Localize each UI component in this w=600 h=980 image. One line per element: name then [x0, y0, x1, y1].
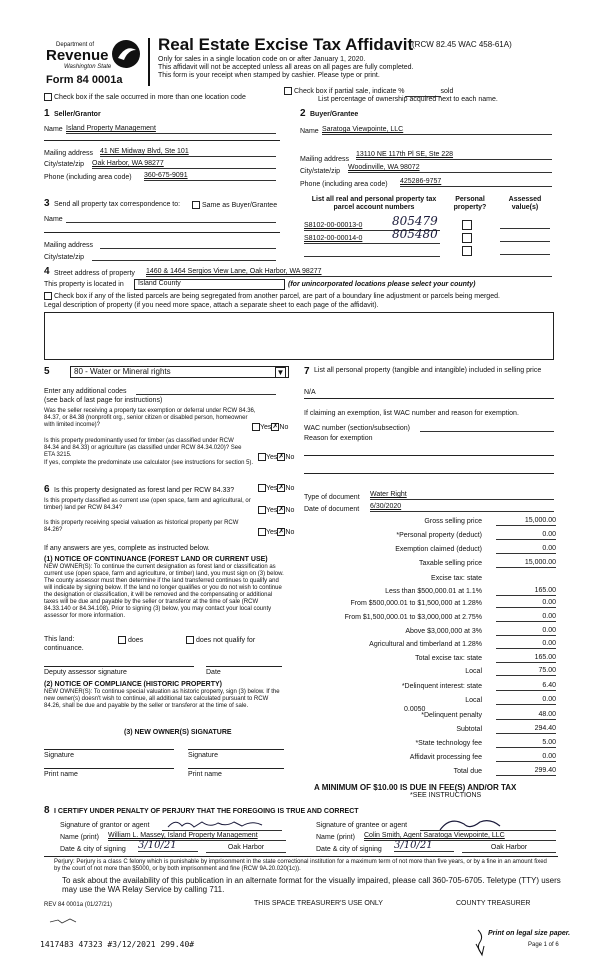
- tax-row-value[interactable]: 0.00: [496, 753, 556, 762]
- timber-note: If yes, complete the predominate use calculator (see instructions for section 5).: [44, 460, 254, 466]
- recording-stamp: 1417483 47323 #3/12/2021 299.40#: [40, 940, 195, 949]
- unincorporated-note: (for unincorporated locations please select your county): [288, 281, 476, 288]
- sold-label: sold: [440, 87, 454, 95]
- see-instructions-note: *SEE INSTRUCTIONS: [410, 792, 482, 799]
- tax-row-value[interactable]: 0.00: [496, 627, 556, 636]
- reason-label: Reason for exemption: [304, 435, 373, 442]
- wac-number-label: WAC number (section/subsection): [304, 425, 410, 432]
- current-use-yes-no[interactable]: Yes✗No: [258, 506, 294, 515]
- personal-property-checkbox-1[interactable]: [462, 220, 472, 230]
- notice2-body: NEW OWNER(S): To continue special valuation as historic property, sign (3) below. If the new owner(s) doesn't wish to continue, all additional tax calculated pursuant to RCW 84.26, shall be due and payable by the seller or transferor at the time of sale.: [44, 689, 280, 709]
- forest-yes-no[interactable]: Yes✗No: [258, 484, 294, 493]
- tax-row-value[interactable]: 75.00: [496, 667, 556, 676]
- legal-description-label: Legal description of property (if you need more space, attach a separate sheet to each page of the affidavit).: [44, 302, 379, 309]
- dropdown-arrow-icon[interactable]: ▼: [276, 368, 285, 377]
- tax-row-label: Taxable selling price: [418, 560, 482, 567]
- additional-codes-label: Enter any additional codes: [44, 388, 127, 395]
- seller-name-field[interactable]: Island Property Management: [66, 125, 276, 134]
- timber-yes-no[interactable]: Yes✗No: [258, 453, 294, 462]
- located-in-label: This property is located in: [44, 281, 124, 288]
- exemption-question: Was the seller receiving a property tax exemption or deferral under RCW 84.36, 84.37, or 84.38 (nonprofit org., senior citizen or disabled person, homeowner with limited income)?: [44, 408, 256, 428]
- parcel-number-3[interactable]: [304, 248, 440, 257]
- grantor-date-label: Date & city of signing: [60, 846, 126, 853]
- tax-row-label: From $1,500,000.01 to $3,000,000 at 2.75%: [344, 614, 482, 621]
- parcel-handwritten-1: 805479: [392, 214, 438, 228]
- this-land-label: This land:: [44, 636, 75, 643]
- grantor-date-field[interactable]: 3/10/21: [138, 840, 198, 852]
- seller-heading: Seller/Grantor: [54, 111, 101, 118]
- tax-row-value[interactable]: 15,000.00: [496, 517, 556, 526]
- owner-signature-label: Signature: [44, 752, 74, 759]
- see-back-note: (see back of last page for instructions): [44, 397, 163, 404]
- tax-row-value[interactable]: 0.00: [496, 640, 556, 649]
- assessed-value-header: Assessed value(s): [508, 196, 542, 211]
- personal-property-checkbox-2[interactable]: [462, 233, 472, 243]
- tax-row-label: From $500,000.01 to $1,500,000 at 1.28%: [350, 600, 482, 607]
- grantor-signature-field[interactable]: [162, 818, 282, 831]
- grantee-signature-field[interactable]: [420, 818, 556, 831]
- tax-row-value[interactable]: 0.00: [496, 613, 556, 622]
- county-select[interactable]: Island County: [134, 279, 285, 290]
- tax-row-label: Less than $500,000.01 at 1.1%: [385, 588, 482, 595]
- doc-type-label: Type of document: [304, 494, 360, 501]
- treasurer-use-label: THIS SPACE TREASURER'S USE ONLY: [254, 900, 383, 907]
- assessed-value-2[interactable]: [500, 241, 550, 242]
- grantor-signature-icon: [162, 818, 282, 830]
- grantor-signature-label: Signature of grantor or agent: [60, 822, 150, 829]
- seller-name-label: Name: [44, 126, 63, 133]
- buyer-city-field[interactable]: Woodinville, WA 98072: [348, 164, 552, 173]
- tax-row-value[interactable]: 0.00: [496, 599, 556, 608]
- notice2-title: (2) NOTICE OF COMPLIANCE (HISTORIC PROPERTY): [44, 681, 222, 688]
- does-checkbox[interactable]: [118, 636, 143, 645]
- tax-row-label: Above $3,000,000 at 3%: [405, 628, 482, 635]
- additional-codes-field[interactable]: [136, 386, 276, 395]
- washington-state-text: Washington State: [64, 64, 112, 70]
- parcel-number-1[interactable]: S8102-00-00013-0: [304, 222, 440, 231]
- tax-row-label: *State technology fee: [415, 740, 482, 747]
- multi-location-checkbox[interactable]: [44, 93, 246, 102]
- segregated-label: Check box if any of the listed parcels are being segregated from another parcel, are part of a boundary line adjustment or parcels being merged.: [54, 292, 500, 300]
- tax-row-label: Affidavit processing fee: [409, 754, 482, 761]
- seller-city-field[interactable]: Oak Harbor, WA 98277: [92, 160, 276, 169]
- seller-phone-field[interactable]: 360-675-9091: [144, 172, 276, 181]
- grantee-date-label: Date & city of signing: [316, 846, 382, 853]
- same-as-buyer-label: Same as Buyer/Grantee: [202, 201, 278, 209]
- tax-row-value[interactable]: 165.00: [496, 587, 556, 596]
- dor-logo-icon: [110, 38, 142, 70]
- grantor-name-field[interactable]: William L. Massey, Island Property Management: [108, 832, 286, 841]
- legal-size-note: Print on legal size paper.: [488, 930, 571, 937]
- grantee-date-field[interactable]: 3/10/21: [394, 840, 454, 852]
- assessed-value-1[interactable]: [500, 228, 550, 229]
- note-3: This form is your receipt when stamped by cashier. Please type or print.: [158, 72, 380, 79]
- grantee-signature-icon: [420, 818, 556, 832]
- notice1-title: (1) NOTICE OF CONTINUANCE (FOREST LAND OR CURRENT USE): [44, 556, 268, 563]
- personal-property-checkbox-3[interactable]: [462, 246, 472, 256]
- wac-number-field[interactable]: [420, 423, 554, 432]
- doc-type-field[interactable]: Water Right: [370, 491, 554, 500]
- owner-print-name-label: Print name: [44, 771, 78, 778]
- local-rate: 0.0050: [404, 706, 426, 713]
- current-use-question: Is this property classified as current use (open space, farm and agricultural, or timber) land per RCW 84.34?: [44, 498, 251, 511]
- correspondence-label: Send all property tax correspondence to:: [54, 201, 181, 208]
- grantor-name-label: Name (print): [60, 834, 99, 841]
- grantee-name-field[interactable]: Colin Smith, Agent Saratoga Viewpointe, LLC: [364, 832, 556, 841]
- tax-row-value[interactable]: 299.40: [496, 767, 556, 776]
- notice1-body: NEW OWNER(S): To continue the current designation as forest land or classification as current use (open space, farm and agriculture, or timber) land, you must sign on (3) below. The county assessor must then determine if the land transferred continues to qualify and will indicate by signing below. If the land no longer qualifies or you do not wish to continue the designation or classification, it will be removed and the compensating or additional taxes will be due and payable by the seller or transferor at the time of sale (RCW 84.33.140 or 84.34.108). Prior to signing (3) below, you may contact your local county assessor for more information.: [44, 564, 284, 619]
- buyer-phone-label: Phone (including area code): [300, 181, 388, 188]
- seller-phone-label: Phone (including area code): [44, 174, 132, 181]
- buyer-name-field[interactable]: Saratoga Viewpointe, LLC: [322, 126, 552, 135]
- corr-name-label: Name: [44, 216, 63, 223]
- personal-property-label: List all personal property (tangible and intangible) included in selling price: [314, 367, 542, 374]
- list-pct-text: List percentage of ownership acquired next to each name.: [318, 96, 498, 103]
- page-number: Page 1 of 6: [528, 942, 559, 948]
- grantee-name-label: Name (print): [316, 834, 355, 841]
- curly-arrow-icon: [472, 928, 488, 958]
- tax-row-value[interactable]: 5.00: [496, 739, 556, 748]
- segregated-checkbox[interactable]: [44, 292, 564, 301]
- dept-of-text: Department of: [56, 42, 95, 48]
- minimum-due-note: A MINIMUM OF $10.00 IS DUE IN FEE(S) AND/OR TAX: [314, 783, 517, 792]
- tax-row-value[interactable]: 6.40: [496, 682, 556, 691]
- perjury-notice: Perjury: Perjury is a class C felony which is punishable by imprisonment in the state correctional institution for a maximum term of not more than five years, or by a fine in an amount fixed by the court of not more than $5000, or by both imprisonment and fine (RCW 9A.20.020(1c)).: [54, 859, 547, 872]
- tax-row-value[interactable]: 165.00: [496, 654, 556, 663]
- forest-question: Is this property designated as forest land per RCW 84.33?: [54, 487, 235, 494]
- exemption-yes-no[interactable]: Yes✗No: [252, 423, 288, 432]
- owner-print-name-label-2: Print name: [188, 771, 222, 778]
- seller-mailing-label: Mailing address: [44, 150, 94, 157]
- deputy-date-label: Date: [206, 669, 221, 676]
- tax-row-value[interactable]: 48.00: [496, 711, 556, 720]
- tax-row-label: *Delinquent interest: state: [401, 683, 482, 690]
- corr-mailing-label: Mailing address: [44, 242, 94, 249]
- buyer-name-label: Name: [300, 128, 319, 135]
- certify-heading: I CERTIFY UNDER PENALTY OF PERJURY THAT THE FOREGOING IS TRUE AND CORRECT: [54, 808, 359, 815]
- does-label: does: [128, 636, 144, 644]
- tax-row-value[interactable]: 294.40: [496, 725, 556, 734]
- tax-row-label: Local: [465, 668, 482, 675]
- same-as-buyer-checkbox[interactable]: [192, 201, 277, 210]
- if-yes-note: If any answers are yes, complete as instructed below.: [44, 545, 210, 552]
- corr-city-field[interactable]: [92, 252, 276, 261]
- buyer-phone-field[interactable]: 425286-9757: [400, 178, 552, 187]
- buyer-mailing-label: Mailing address: [300, 156, 350, 163]
- historical-yes-no[interactable]: Yes✗No: [258, 528, 294, 537]
- buyer-city-label: City/state/zip: [300, 168, 341, 175]
- historical-question: Is this property receiving special valuation as historical property per RCW 84.26?: [44, 520, 239, 533]
- partial-sale-label: Check box if partial sale, indicate %: [294, 87, 405, 95]
- tax-row-label: *Personal property (deduct): [396, 532, 482, 539]
- rev-number: REV 84 0001a (01/27/21): [44, 902, 113, 908]
- corr-city-label: City/state/zip: [44, 254, 85, 261]
- grantee-city-field[interactable]: Oak Harbor: [462, 844, 556, 853]
- tax-row-label: *Delinquent penalty: [421, 712, 482, 719]
- seller-city-label: City/state/zip: [44, 161, 85, 168]
- tax-row-label: Total excise tax: state: [415, 655, 482, 662]
- tax-row-label: Gross selling price: [424, 518, 482, 525]
- corr-mailing-field[interactable]: [100, 240, 276, 249]
- tax-row-value[interactable]: 15,000.00: [496, 559, 556, 568]
- deputy-signature-label: Deputy assessor signature: [44, 669, 127, 676]
- note-2: This affidavit will not be accepted unless all areas on all pages are fully completed.: [158, 64, 414, 71]
- does-not-checkbox[interactable]: [186, 636, 255, 645]
- tax-row-label: Agricultural and timberland at 1.28%: [369, 641, 482, 648]
- note-1: Only for sales in a single location code on or after January 1, 2020.: [158, 56, 366, 63]
- continuance-label: continuance.: [44, 645, 84, 652]
- owner-signature-label-2: Signature: [188, 752, 218, 759]
- tax-row-value[interactable]: 0.00: [496, 696, 556, 705]
- tax-row-label: Total due: [453, 768, 482, 775]
- grantor-city-field[interactable]: Oak Harbor: [206, 844, 286, 853]
- parcel-number-2[interactable]: S8102-00-00014-0: [304, 235, 440, 244]
- buyer-mailing-field[interactable]: 13110 NE 117th Pl SE, Ste 228: [356, 151, 552, 160]
- personal-property-header: Personal property?: [453, 196, 487, 211]
- timber-question: Is this property predominantly used for timber (as classified under RCW 84.34 and 84.33) or agriculture (as classified under RCW 84.34.020)? See ETA 3215.: [44, 438, 242, 458]
- tax-row-label: Subtotal: [456, 726, 482, 733]
- land-use-value: 80 - Water or Mineral rights: [74, 367, 171, 376]
- does-not-label: does not qualify for: [196, 636, 256, 644]
- street-address-label: Street address of property: [54, 270, 135, 277]
- form-title: Real Estate Excise Tax Affidavit: [158, 35, 414, 54]
- seller-mailing-field[interactable]: 41 NE Midway Blvd, Ste 101: [100, 148, 276, 157]
- parcel-handwritten-2: 805480: [392, 227, 438, 241]
- revenue-text: Revenue: [46, 47, 109, 64]
- assessed-value-3[interactable]: [500, 254, 550, 255]
- form-number: Form 84 0001a: [46, 74, 123, 86]
- tax-row-value[interactable]: 0.00: [496, 545, 556, 554]
- notice3-title: (3) NEW OWNER(S) SIGNATURE: [124, 729, 232, 736]
- land-use-select[interactable]: [70, 366, 289, 378]
- tax-row-value[interactable]: 0.00: [496, 531, 556, 540]
- alt-format-notice: To ask about the availability of this publication in an alternate format for the visually impaired, please call 360-705-6705. Teletype (TTY) users may use the WA Relay Service by calling 711.: [62, 876, 561, 894]
- corr-name-field[interactable]: [66, 214, 276, 223]
- tax-row-label: Excise tax: state: [431, 575, 482, 582]
- exemption-claim-label: If claiming an exemption, list WAC number and reason for exemption.: [304, 410, 519, 417]
- personal-property-value[interactable]: N/A: [304, 389, 316, 396]
- legal-description-field[interactable]: [44, 312, 554, 360]
- grantee-signature-label: Signature of grantee or agent: [316, 822, 408, 829]
- rcw-text: (RCW 82.45 WAC 458-61A): [412, 40, 512, 49]
- tax-row-label: Local: [465, 697, 482, 704]
- county-treasurer-label: COUNTY TREASURER: [456, 900, 531, 907]
- tax-row-label: Exemption claimed (deduct): [395, 546, 482, 553]
- doc-date-label: Date of document: [304, 506, 360, 513]
- doc-date-field[interactable]: 6/30/2020: [370, 503, 554, 512]
- buyer-heading: Buyer/Grantee: [310, 111, 359, 118]
- multi-location-label: Check box if the sale occurred in more than one location code: [54, 93, 246, 101]
- parcel-header: List all real and personal property tax parcel account numbers: [311, 196, 437, 211]
- street-address-field[interactable]: 1460 & 1464 Sergios View Lane, Oak Harbor, WA 98277: [146, 268, 552, 277]
- initials-mark-icon: [48, 916, 78, 926]
